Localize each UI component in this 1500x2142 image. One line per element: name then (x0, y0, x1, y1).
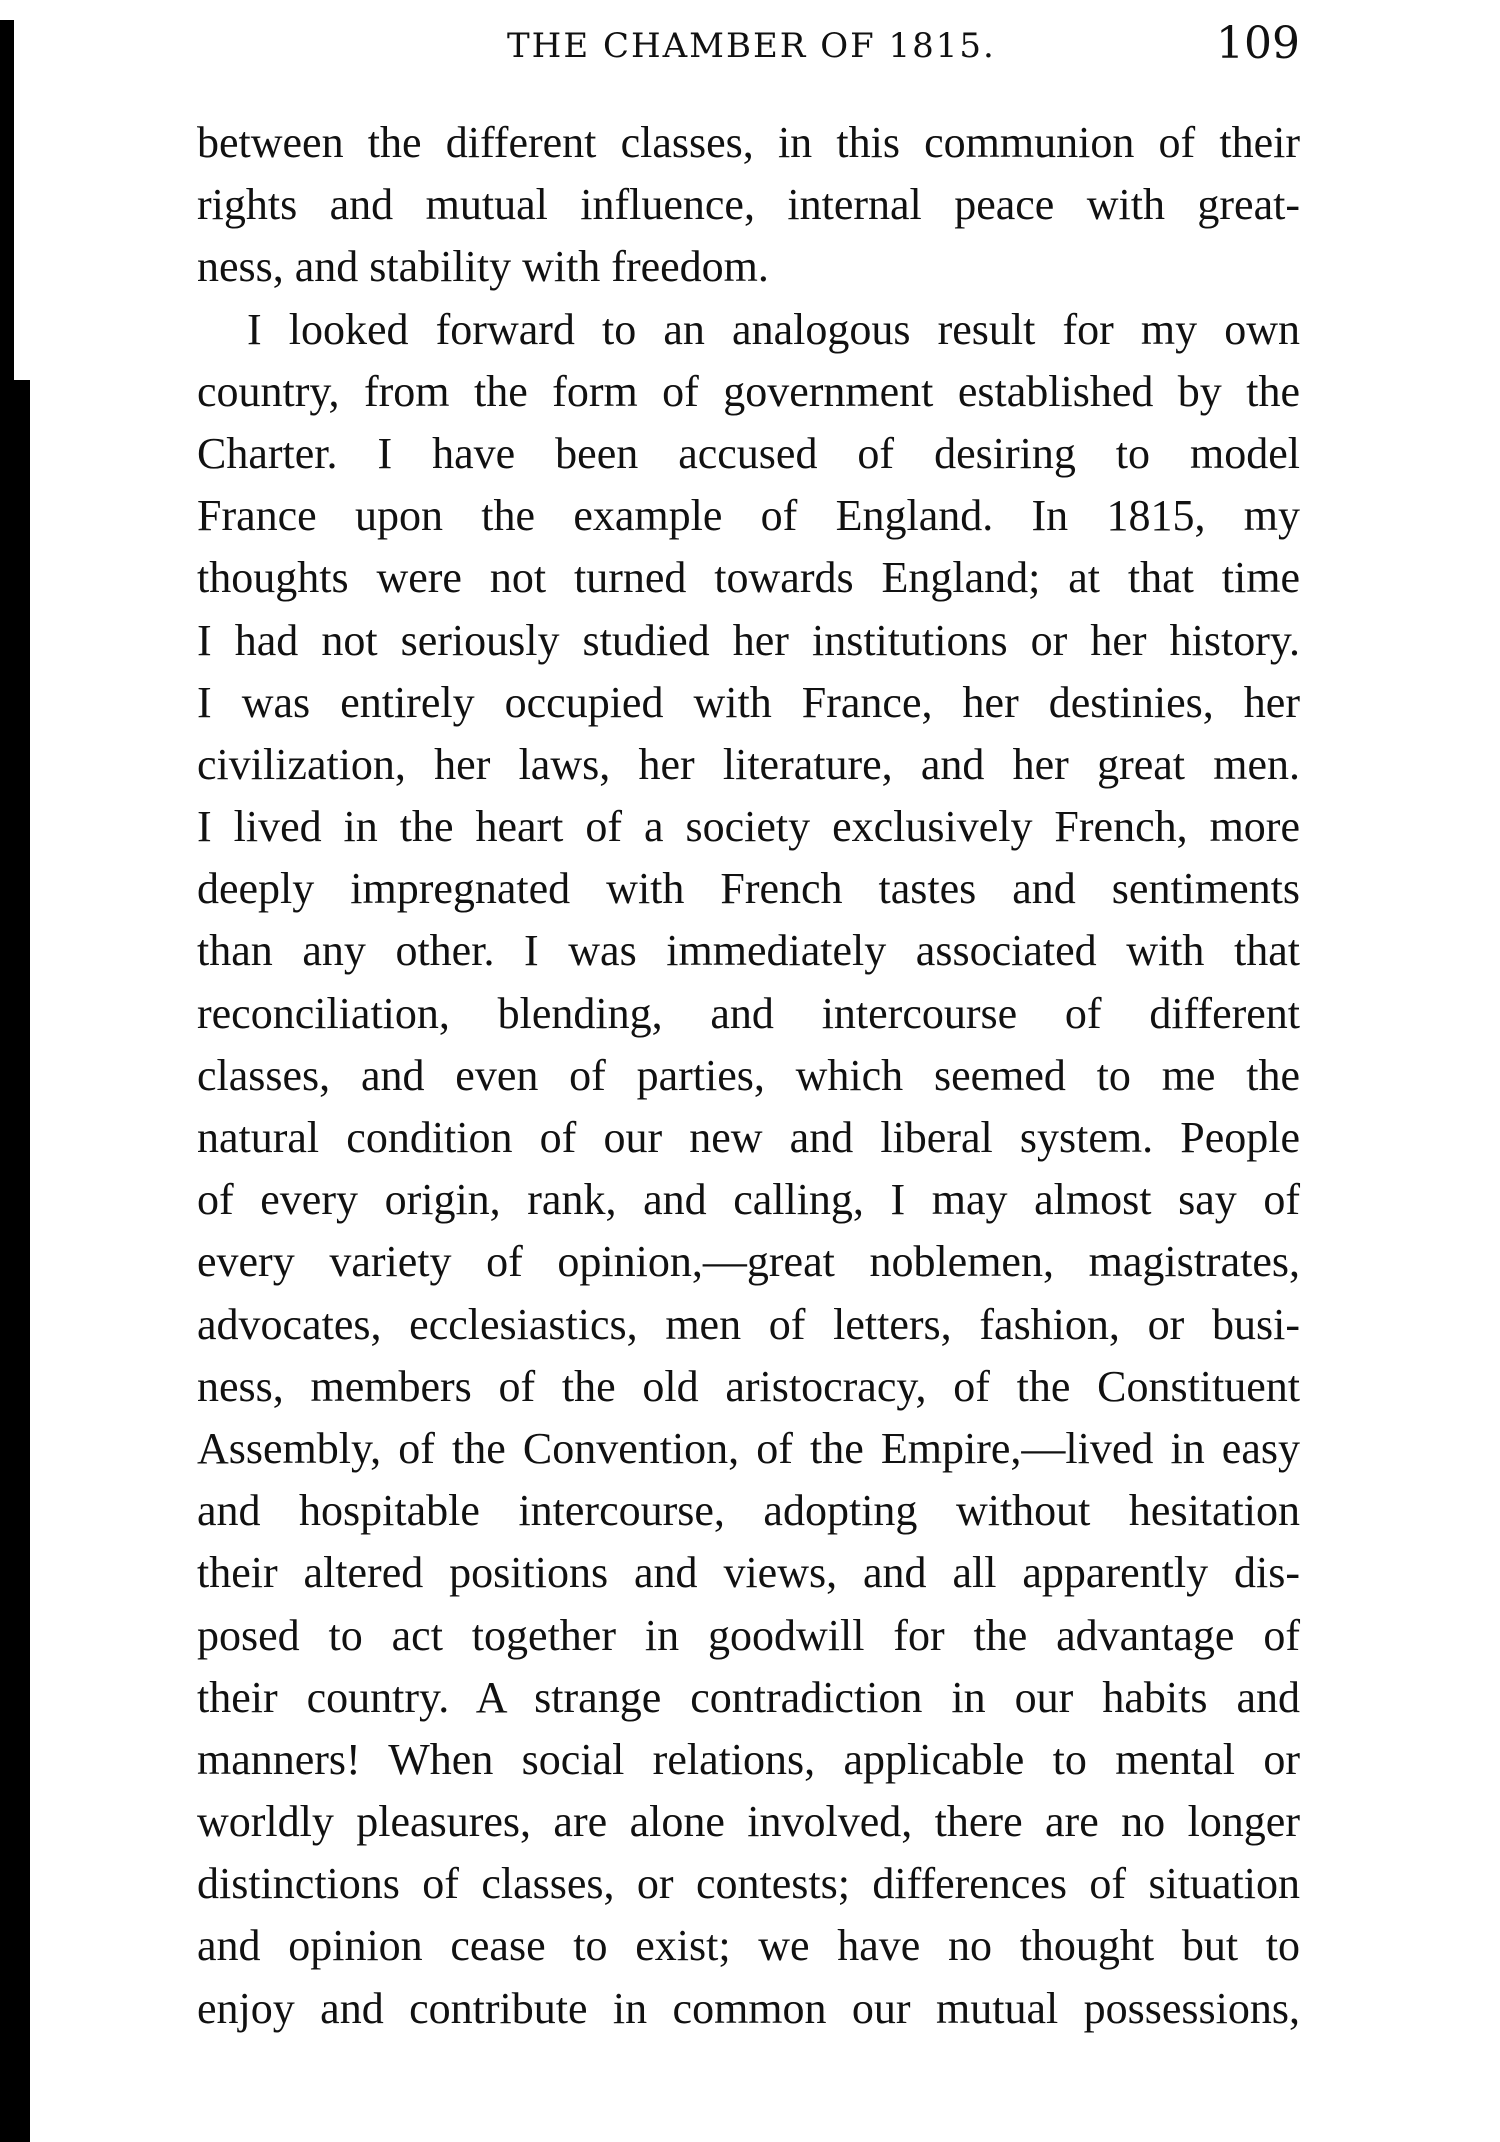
page-number: 109 (1216, 18, 1300, 69)
scan-binding-edge (0, 20, 14, 2142)
text-line: advocates, ecclesiastics, men of letters, fashion, or busi- (197, 1299, 1300, 1349)
text-line: country, from the form of government established by the (197, 366, 1300, 416)
text-line: worldly pleasures, are alone involved, there are no longer (197, 1797, 1300, 1847)
text-line: and hospitable intercourse, adopting without hesitation (197, 1486, 1300, 1536)
scan-binding-shadow (14, 380, 30, 2142)
text-line: ness, and stability with freedom. (197, 242, 769, 292)
text-line: France upon the example of England. In 1815, my (197, 491, 1300, 541)
paragraph (197, 299, 1300, 2040)
text-line: thoughts were not turned towards England; at that time (197, 553, 1300, 603)
text-line: their altered positions and views, and all apparently dis- (197, 1548, 1300, 1598)
text-line: classes, and even of parties, which seemed to me the (197, 1050, 1300, 1100)
text-line: I looked forward to an analogous result for my own (247, 304, 1300, 354)
text-line: than any other. I was immediately associated with that (197, 926, 1300, 976)
page-header (197, 18, 1300, 78)
text-line: distinctions of classes, or contests; differences of situation (197, 1859, 1300, 1909)
paragraph (197, 112, 1300, 299)
text-line: their country. A strange contradiction in our habits and (197, 1672, 1300, 1722)
text-line: ness, members of the old aristocracy, of the Constituent (197, 1361, 1300, 1411)
text-line: posed to act together in goodwill for the advantage of (197, 1610, 1300, 1660)
text-line: I had not seriously studied her institutions or her history. (197, 615, 1300, 665)
text-line: reconciliation, blending, and intercourse of different (197, 988, 1300, 1038)
text-line: manners! When social relations, applicable to mental or (197, 1734, 1300, 1784)
text-line: natural condition of our new and liberal system. People (197, 1113, 1300, 1162)
running-title: THE CHAMBER OF 1815. (507, 26, 996, 66)
text-line: every variety of opinion,—great noblemen, magistrates, (197, 1237, 1300, 1287)
text-line: I lived in the heart of a society exclusively French, more (197, 802, 1300, 852)
text-line: enjoy and contribute in common our mutual possessions, (197, 1983, 1300, 2033)
text-line: deeply impregnated with French tastes and sentiments (197, 864, 1300, 914)
text-line: of every origin, rank, and calling, I may almost say of (197, 1175, 1300, 1225)
text-line: Assembly, of the Convention, of the Empire,—lived in easy (197, 1423, 1300, 1473)
text-line: I was entirely occupied with France, her destinies, her (197, 677, 1300, 727)
text-line: between the different classes, in this communion of their (197, 118, 1300, 167)
text-line: rights and mutual influence, internal peace with great- (197, 180, 1300, 230)
text-line: and opinion cease to exist; we have no thought but to (197, 1921, 1300, 1971)
text-line: Charter. I have been accused of desiring to model (197, 428, 1300, 478)
page-body (197, 112, 1300, 2040)
text-line: civilization, her laws, her literature, and her great men. (197, 739, 1300, 789)
